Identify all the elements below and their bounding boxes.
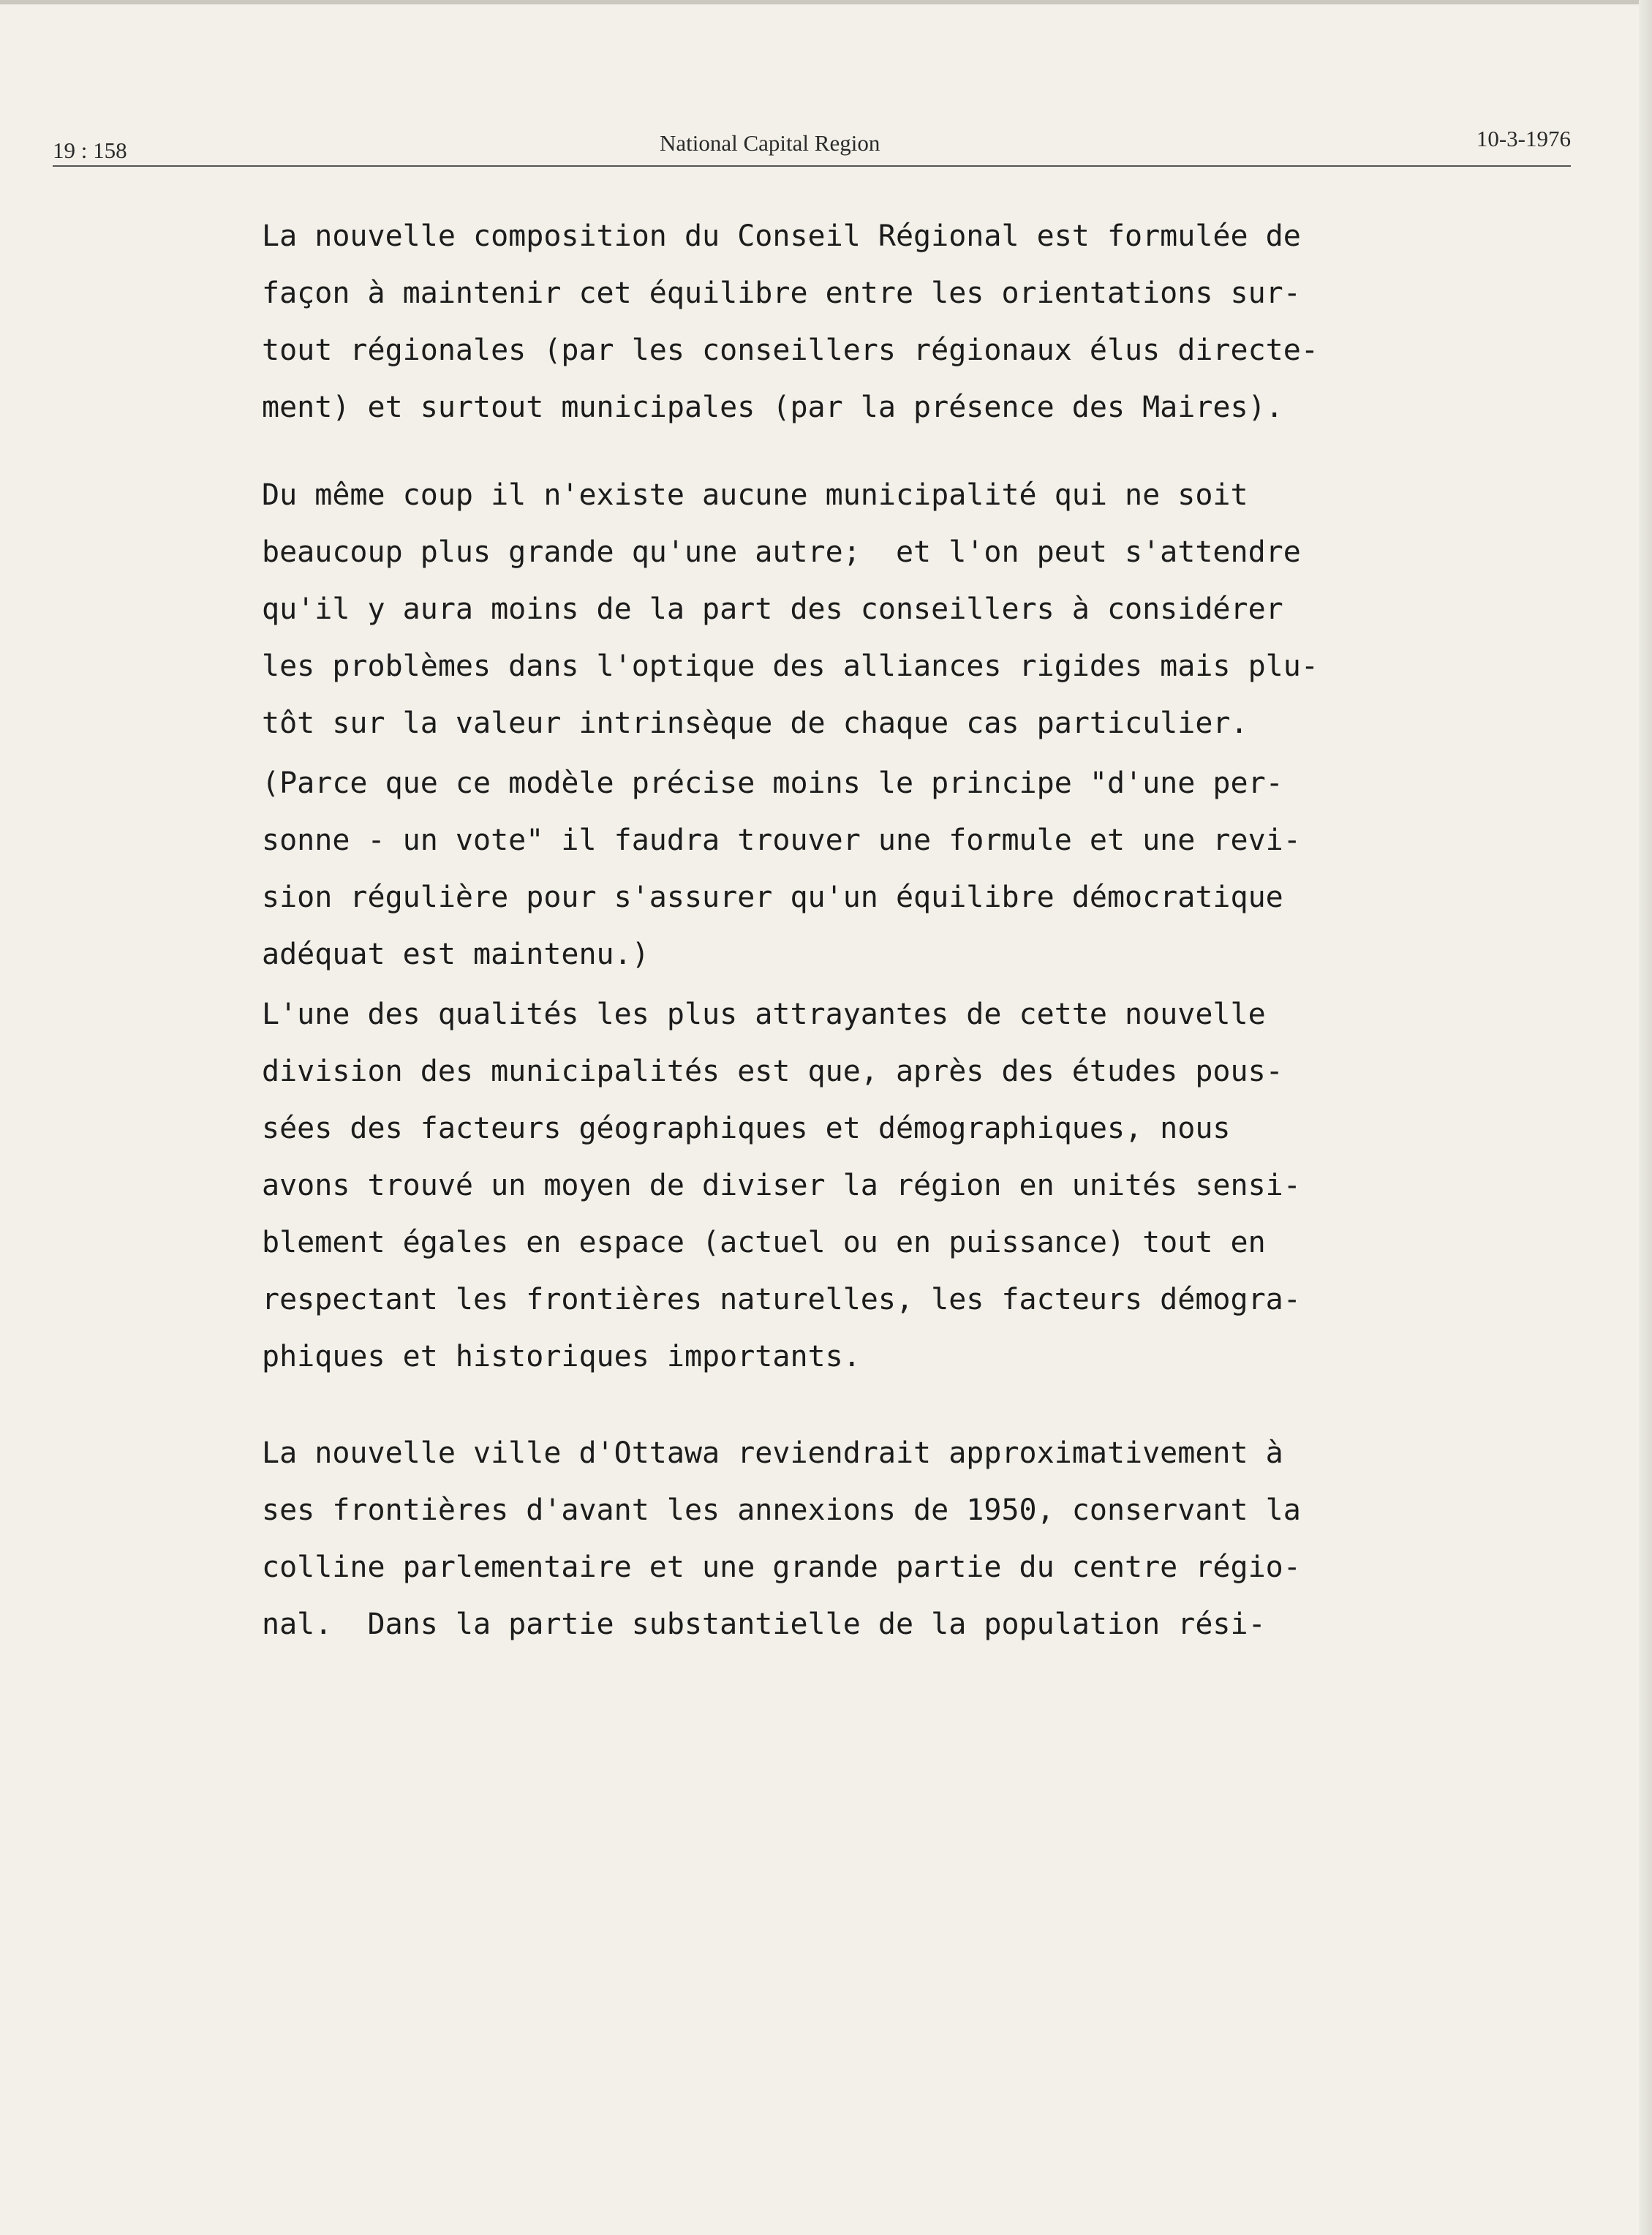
text-line: beaucoup plus grande qu'une autre; et l'on peut s'attendre [262,535,1301,569]
header-rule [53,165,1571,167]
paragraph-regional-council [262,208,1461,436]
header-title: National Capital Region [660,130,880,156]
text-line: avons trouvé un moyen de diviser la région en unités sensi- [262,1169,1301,1202]
text-line: respectant les frontières naturelles, les facteurs démogra- [262,1283,1301,1316]
text-line: blement égales en espace (actuel ou en puissance) tout en [262,1226,1266,1259]
text-line: phiques et historiques importants. [262,1340,861,1373]
scan-edge-top [0,0,1652,4]
scan-edge-right [1639,0,1652,2235]
paragraph-municipal-size [262,467,1461,752]
running-header [53,126,1571,163]
text-line: La nouvelle ville d'Ottawa reviendrait approximativement à [262,1436,1283,1470]
text-line: tôt sur la valeur intrinsèque de chaque cas particulier. [262,706,1248,740]
text-line: façon à maintenir cet équilibre entre les orientations sur- [262,276,1301,310]
text-line: ses frontières d'avant les annexions de 1950, conservant la [262,1493,1301,1527]
text-line: adéquat est maintenu.) [262,938,649,971]
paragraph-democratic-balance [262,755,1461,983]
text-line: colline parlementaire et une grande partie du centre régio- [262,1550,1301,1584]
text-line: tout régionales (par les conseillers régionaux élus directe- [262,333,1319,367]
text-line: sonne - un vote" il faudra trouver une formule et une revi- [262,823,1301,857]
text-line: ment) et surtout municipales (par la présence des Maires). [262,391,1283,424]
body-text [262,208,1461,1653]
text-line: qu'il y aura moins de la part des conseillers à considérer [262,592,1283,626]
text-line: Du même coup il n'existe aucune municipalité qui ne soit [262,478,1248,512]
header-date: 10-3-1976 [1476,126,1571,151]
text-line: les problèmes dans l'optique des alliances rigides mais plu- [262,649,1319,683]
paragraph-municipal-division [262,986,1461,1385]
paragraph-ottawa [262,1425,1461,1653]
header-page-number: 19 : 158 [53,137,127,163]
text-line: nal. Dans la partie substantielle de la population rési- [262,1608,1266,1641]
text-line: sées des facteurs géographiques et démographiques, nous [262,1112,1231,1145]
text-line: La nouvelle composition du Conseil Régional est formulée de [262,219,1301,253]
text-line: (Parce que ce modèle précise moins le principe "d'une per- [262,766,1283,800]
text-line: L'une des qualités les plus attrayantes de cette nouvelle [262,998,1266,1031]
text-line: sion régulière pour s'assurer qu'un équilibre démocratique [262,881,1283,914]
text-line: division des municipalités est que, après des études pous- [262,1055,1283,1088]
